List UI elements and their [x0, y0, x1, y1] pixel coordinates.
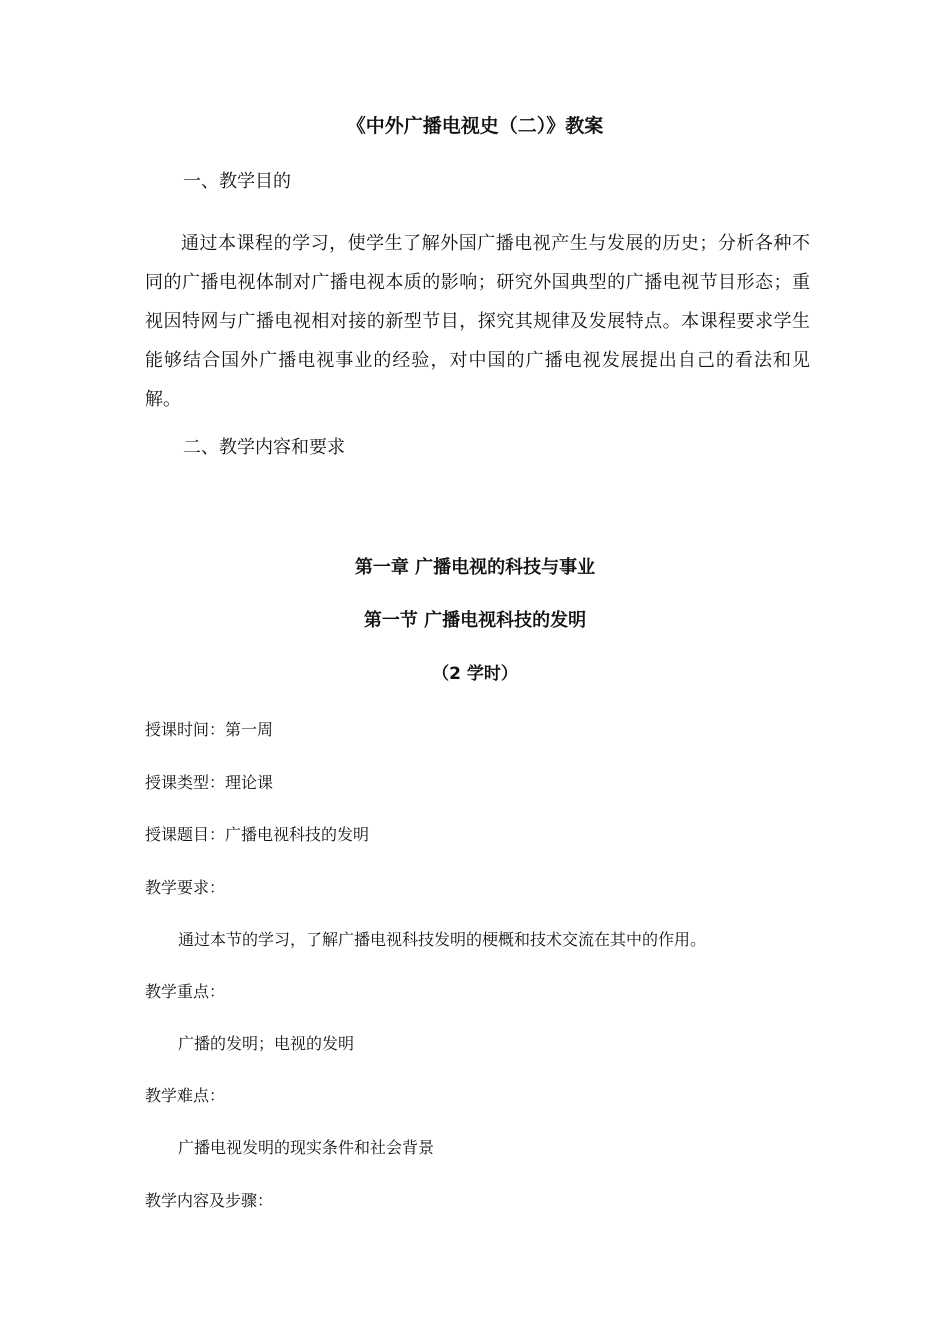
section-2-heading: 二、教学内容和要求: [183, 437, 345, 458]
chapter-title: 第一章 广播电视的科技与事业: [354, 557, 596, 578]
requirements-body: 通过本节的学习，了解广播电视科技发明的梗概和技术交流在其中的作用。: [178, 930, 707, 949]
section-1-paragraph: 通过本课程的学习，使学生了解外国广播电视产生与发展的历史；分析各种不同的广播电视体制对广播电视本质的影响；研究外国典型的广播电视节目形态；重视因特网与广播电视相对接的新型节目，探究其规律及发展特点。本课程要求学生能够结合国外广播电视事业的经验，对中国的广播电视发展提出自己的看法和见解。: [145, 233, 810, 410]
section-1-heading: 一、教学目的: [183, 171, 291, 192]
difficulties-body: 广播电视发明的现实条件和社会背景: [178, 1138, 435, 1157]
course-type-line: 授课类型：理论课: [145, 773, 274, 792]
section-title: 第一节 广播电视科技的发明: [363, 610, 587, 631]
difficulties-label: 教学难点：: [145, 1086, 226, 1105]
requirements-label: 教学要求：: [145, 878, 226, 897]
key-points-label: 教学重点：: [145, 982, 226, 1001]
steps-label: 教学内容及步骤：: [145, 1191, 274, 1210]
section-hours: （2 学时）: [432, 664, 518, 684]
schedule-line: 授课时间：第一周: [145, 720, 274, 739]
document-title: 《中外广播电视史（二）》教案: [346, 115, 604, 137]
key-points-body: 广播的发明；电视的发明: [178, 1034, 355, 1053]
topic-line: 授课题目：广播电视科技的发明: [145, 825, 370, 844]
